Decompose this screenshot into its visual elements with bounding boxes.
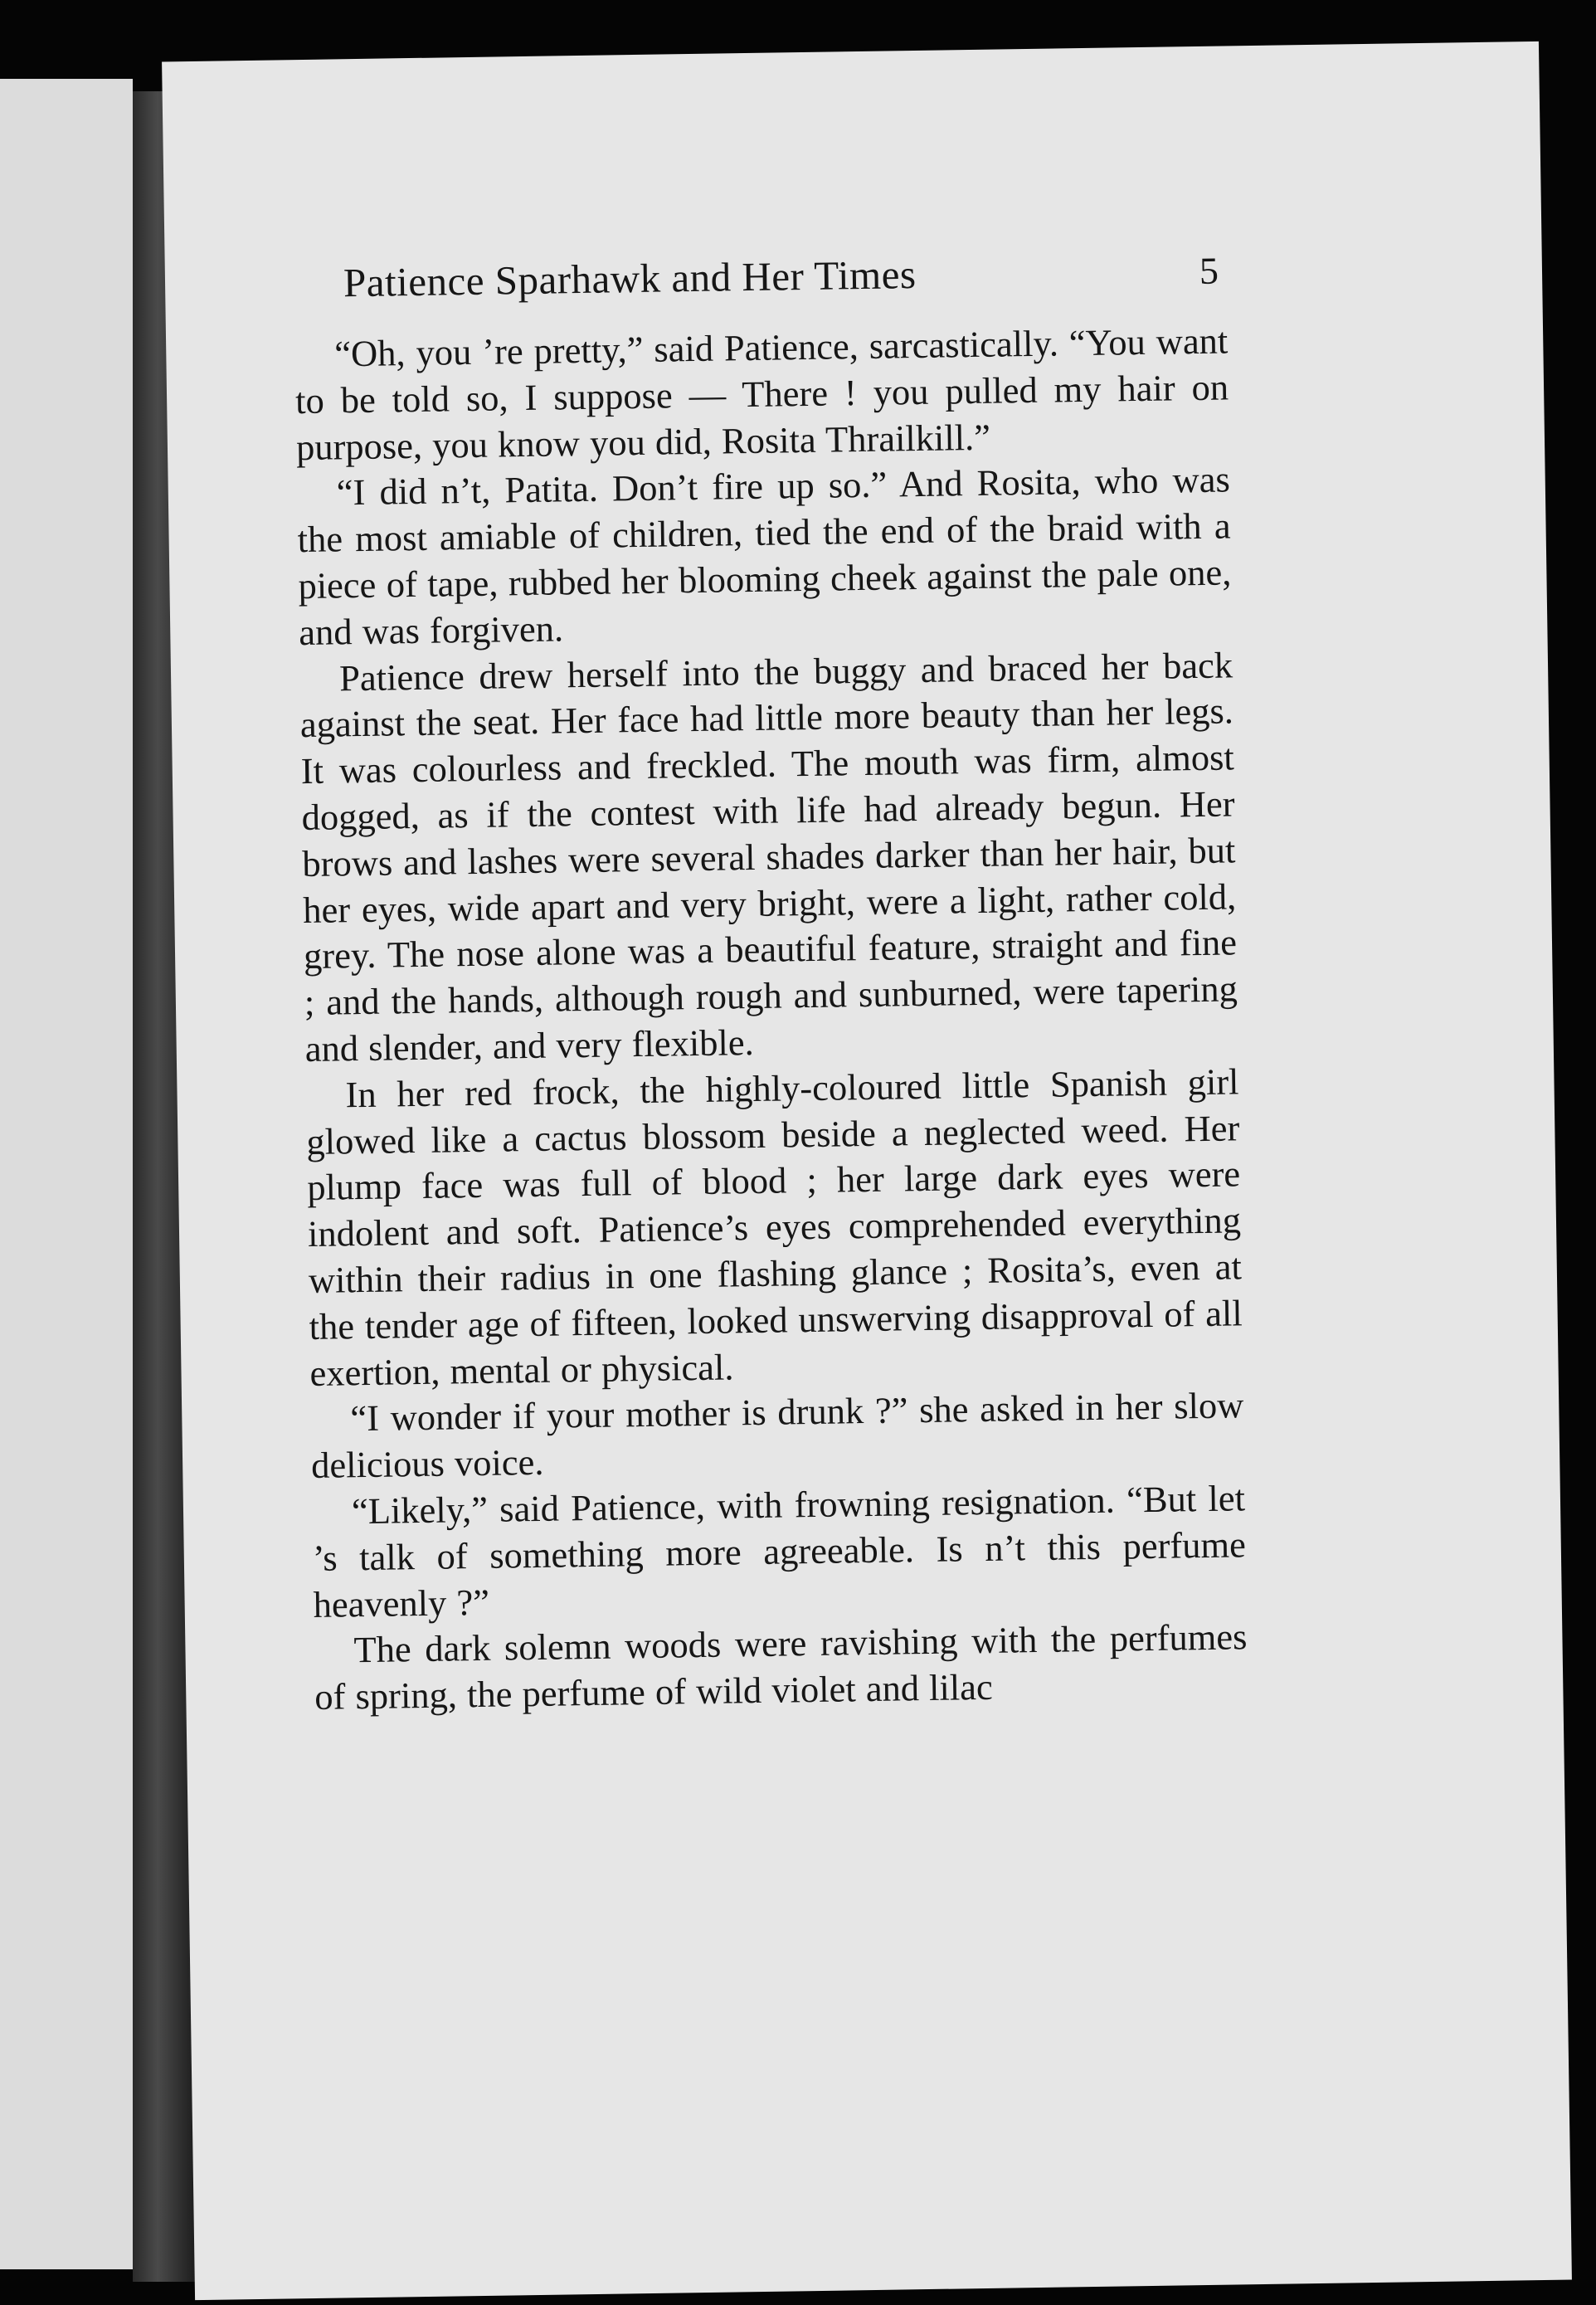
paragraph-7: The dark solemn woods were ravishing with the perfumes of spring, the perfume of wild violet and lilac (314, 1615, 1248, 1718)
facing-page-edge (0, 79, 133, 2269)
running-head-title: Patience Sparhawk and Her Times (343, 251, 917, 306)
running-head (294, 241, 1228, 314)
paragraph-1: “Oh, you ’re pretty,” said Patience, sarcastically. “You want to be told so, I suppose — There ! you pulled my hair on purpose, you know you did, Rosita Thrailkill.” (294, 319, 1229, 468)
book-page (162, 41, 1572, 2300)
paragraph-6: “Likely,” said Patience, with frowning resignation. “But let ’s talk of something more agreeable. Is n’t this perfume heavenly ?” (312, 1477, 1247, 1625)
page-text-block (294, 241, 1248, 1720)
paragraph-3: Patience drew herself into the buggy and braced her back against the seat. Her face had little more beauty than her legs. It was colourless and freckled. The mouth was firm, almost dogged, as if the contest with life had already begun. Her brows and lashes were several shades darker than her hair, but her eyes, wide apart and very bright, were a light, rather cold, grey. The nose alone was a beautiful feature, straight and fine ; and the hands, although rough and sunburned, were tapering and slender, and very flexible. (299, 643, 1238, 1070)
page-number: 5 (1199, 249, 1219, 292)
paragraph-4: In her red frock, the highly-coloured little Spanish girl glowed like a cactus blossom beside a neglected weed. Her plump face was full of blood ; her large dark eyes were indolent and soft. Patience’s eyes comprehended everything within their radius in one flashing glance ; Rosita’s, even at the tender age of fifteen, looked unswerving disapproval of all exertion, mental or physical. (306, 1060, 1243, 1394)
paragraph-5: “I wonder if your mother is drunk ?” she asked in her slow delicious voice. (310, 1384, 1244, 1487)
paragraph-2: “I did n’t, Patita. Don’t fire up so.” And Rosita, who was the most amiable of children, tied the end of the braid with a piece of tape, rubbed her blooming cheek against the pale one, and was forgiven. (297, 458, 1232, 653)
